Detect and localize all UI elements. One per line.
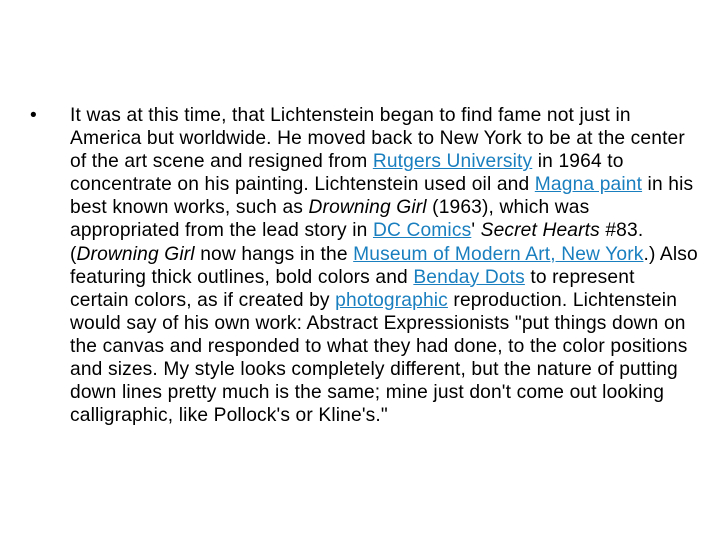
- text-segment: (1963), which was appropriated from the lead story in: [70, 197, 590, 242]
- link-dc-comics[interactable]: DC Comics: [372, 220, 472, 242]
- text-segment: It was at this time, that Lichtenstein began to find fame not just in America but worldwide. He moved back to New York to be at the center of the art scene and resigned from: [70, 105, 685, 173]
- text-segment: in 1964 to concentrate on his painting. Lichtenstein used oil and: [70, 151, 624, 196]
- italic-title-drowning-girl: Drowning Girl: [308, 197, 427, 219]
- text-segment: reproduction. Lichtenstein would say of his own work: Abstract Expressionists "put things down on the canvas and responded to what they had done, to the color positions and sizes. My style looks completely different, but the nature of putting down lines pretty much is the same; mine just don't come out looking calligraphic, like Pollock's or Kline's.": [70, 289, 688, 427]
- text-segment: now hangs in the: [194, 243, 354, 265]
- text-segment: #83. (: [70, 220, 644, 265]
- bullet-list: [30, 104, 698, 427]
- text-segment: in his best known works, such as: [70, 174, 694, 219]
- paragraph-text: [70, 105, 698, 426]
- link-museum-of-modern-art[interactable]: Museum of Modern Art, New York: [353, 243, 644, 265]
- text-segment: ': [471, 220, 481, 242]
- bullet-glyph: •: [30, 105, 37, 126]
- link-magna-paint[interactable]: Magna paint: [534, 174, 643, 196]
- italic-title-secret-hearts: Secret Hearts: [480, 220, 600, 242]
- link-benday-dots[interactable]: Benday Dots: [413, 266, 525, 288]
- text-segment: .) Also featuring thick outlines, bold colors and: [70, 243, 698, 288]
- italic-title-drowning-girl-2: Drowning Girl: [76, 243, 195, 265]
- bullet-item: [30, 104, 698, 427]
- link-photographic[interactable]: photographic: [335, 289, 448, 311]
- link-rutgers-university[interactable]: Rutgers University: [372, 151, 533, 173]
- text-segment: to represent certain colors, as if created by: [70, 266, 635, 311]
